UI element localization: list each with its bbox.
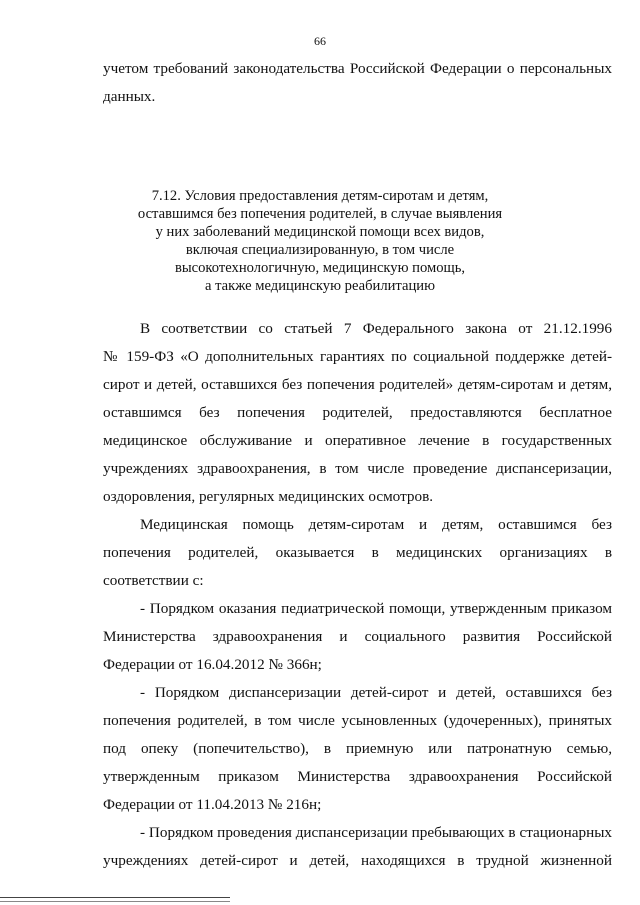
list-item-line: попечения родителей, в том числе усыновленных (удочеренных), принятых (103, 712, 612, 729)
section-heading-line: высокотехнологичную, медицинскую помощь, (174, 260, 466, 276)
paragraph-line: В соответствии со статьей 7 Федерального закона от 21.12.1996 (140, 320, 612, 337)
list-item-line: Федерации от 16.04.2012 № 366н; (103, 656, 322, 673)
section-heading-line: а также медицинскую реабилитацию (205, 278, 435, 294)
section-heading-line: у них заболеваний медицинской помощи всех видов, (155, 224, 485, 240)
paragraph-line: соответствии с: (103, 572, 204, 589)
intro-line: учетом требований законодательства Российской Федерации о персональных (103, 60, 612, 77)
footer-rule (0, 901, 230, 902)
page-number: 66 (314, 34, 326, 48)
section-heading-line: оставшимся без попечения родителей, в случае выявления (137, 206, 503, 222)
list-item-line: под опеку (попечительство), в приемную или патронатную семью, (103, 740, 612, 757)
paragraph-line: оздоровления, регулярных медицинских осмотров. (103, 488, 434, 505)
intro-line: данных. (103, 88, 156, 105)
paragraph-line: медицинское обслуживание и оперативное лечение в государственных (103, 432, 612, 449)
section-heading-line: 7.12. Условия предоставления детям-сиротам и детям, (151, 188, 489, 204)
list-item-line: Министерства здравоохранения и социального развития Российской (103, 628, 612, 645)
paragraph-line: учреждениях здравоохранения, в том числе проведение диспансеризации, (103, 460, 612, 477)
list-item-line: Федерации от 11.04.2013 № 216н; (103, 796, 322, 813)
list-item-line: - Порядком оказания педиатрической помощи, утвержденным приказом (140, 600, 612, 617)
list-item-line: утвержденным приказом Министерства здравоохранения Российской (103, 768, 612, 785)
footer-rule (0, 897, 230, 898)
paragraph-line: № 159-ФЗ «О дополнительных гарантиях по социальной поддержке детей- (103, 348, 612, 365)
paragraph-line: сирот и детей, оставшихся без попечения родителей» детям-сиротам и детям, (103, 376, 612, 393)
paragraph-line: оставшимся без попечения родителей, предоставляются бесплатное (103, 404, 612, 421)
paragraph-line: Медицинская помощь детям-сиротам и детям, оставшимся без (140, 516, 612, 533)
section-heading-line: включая специализированную, в том числе (185, 242, 455, 258)
list-item-line: учреждениях детей-сирот и детей, находящихся в трудной жизненной (103, 852, 612, 869)
paragraph-line: попечения родителей, оказывается в медицинских организациях в (103, 544, 612, 561)
list-item-line: - Порядком проведения диспансеризации пребывающих в стационарных (140, 824, 612, 841)
list-item-line: - Порядком диспансеризации детей-сирот и детей, оставшихся без (140, 684, 612, 701)
